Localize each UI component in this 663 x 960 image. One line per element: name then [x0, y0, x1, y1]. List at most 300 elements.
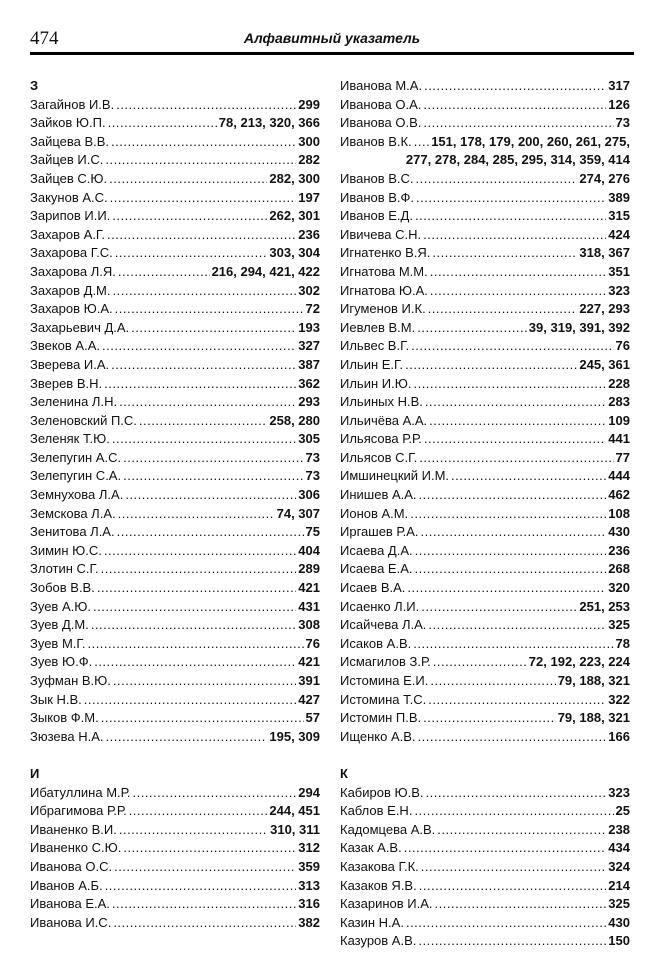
dot-leader: [113, 914, 296, 933]
entry-name: Зуев Д.М.: [30, 617, 89, 633]
entry-name: Злотин С.Г.: [30, 561, 99, 577]
entry-pages: 74, 307: [276, 505, 320, 521]
index-entry: [340, 914, 630, 933]
entry-name: Зеленяк Т.Ю.: [30, 431, 110, 447]
index-entry: [30, 114, 320, 133]
running-title: Алфавитный указатель: [243, 30, 421, 46]
entry-pages: 313: [298, 877, 320, 893]
entry-name: Зайков Ю.П.: [30, 115, 106, 131]
index-entry: [340, 784, 630, 803]
index-entry: [340, 263, 630, 282]
entry-pages: 236: [298, 226, 320, 242]
dot-leader: [413, 635, 613, 654]
dot-leader: [418, 932, 606, 951]
entry-name: Земскова Л.А.: [30, 505, 116, 521]
dot-leader: [111, 133, 296, 152]
entry-pages: 195, 309: [269, 728, 320, 744]
entry-name: Иванова Е.А.: [30, 896, 110, 912]
dot-leader: [423, 114, 613, 133]
entry-name: Истомин П.В.: [340, 710, 422, 726]
entry-name: Зуев А.Ю.: [30, 598, 91, 614]
entry-pages: 431: [298, 598, 320, 614]
index-entry: [30, 635, 320, 654]
entry-name: Казаков Я.В.: [340, 877, 417, 893]
index-entry: [30, 133, 320, 152]
index-entry: [340, 319, 630, 338]
entry-pages: 327: [298, 338, 320, 354]
entry-name: Зенитова Л.А.: [30, 524, 115, 540]
index-entry: [340, 244, 630, 263]
dot-leader: [116, 96, 296, 115]
entry-name: Игнатенко В.Я.: [340, 245, 431, 261]
index-entry: [340, 467, 630, 486]
dot-leader: [423, 709, 556, 728]
entry-pages: 382: [298, 914, 320, 930]
index-entry: [30, 282, 320, 301]
index-entry: [30, 337, 320, 356]
entry-pages: 244, 451: [269, 803, 320, 819]
dot-leader: [418, 728, 607, 747]
entry-name: Иванов В.К.: [340, 133, 412, 149]
dot-leader: [118, 263, 210, 282]
entry-name: Ибатуллина М.Р.: [30, 784, 131, 800]
index-entry: [340, 412, 630, 431]
entry-pages: 389: [608, 189, 630, 205]
entry-name: Игнатова Ю.А.: [340, 282, 428, 298]
dot-leader: [426, 784, 607, 803]
entry-name: Зайцева В.В.: [30, 133, 110, 149]
entry-name: Зелепугин А.С.: [30, 449, 122, 465]
index-entry: [30, 709, 320, 728]
entry-pages: 78, 213, 320, 366: [218, 115, 320, 131]
index-entry: [340, 728, 630, 747]
entry-name: Исаева Е.А.: [340, 561, 413, 577]
index-entry: [340, 375, 630, 394]
section-letter: И: [30, 765, 40, 781]
entry-pages: 317: [608, 78, 630, 93]
dot-leader: [419, 877, 607, 896]
index-entry: [340, 932, 630, 951]
dot-leader: [423, 96, 606, 115]
index-entry: [30, 653, 320, 672]
index-entry: [340, 77, 630, 96]
entry-pages: 359: [298, 858, 320, 874]
entry-pages: 79, 188, 321: [557, 673, 630, 688]
dot-leader: [129, 802, 268, 821]
index-entry: [340, 449, 630, 468]
entry-pages: 362: [298, 375, 320, 391]
entry-name: Зюзева Н.А.: [30, 728, 104, 744]
dot-leader: [87, 635, 303, 654]
entry-pages: 262, 301: [269, 208, 320, 224]
entry-pages: 77: [615, 449, 630, 465]
entry-pages: 421: [298, 580, 320, 596]
index-entry: [30, 151, 320, 170]
dot-leader: [428, 616, 606, 635]
index-entry: [340, 96, 630, 115]
index-entry: [30, 598, 320, 617]
entry-name: Исмагилов З.Р.: [340, 654, 431, 670]
entry-pages: 57: [305, 710, 320, 726]
entry-name: Казак А.В.: [340, 840, 402, 856]
index-entry: [340, 505, 630, 524]
entry-name: Каблов Е.Н.: [340, 803, 413, 819]
entry-pages: 251, 253: [579, 598, 630, 614]
dot-leader: [105, 877, 297, 896]
dot-leader: [405, 356, 577, 375]
entry-pages: 76: [305, 635, 320, 651]
dot-leader: [417, 319, 527, 338]
entry-pages: 306: [298, 487, 320, 503]
entry-pages: 283: [608, 394, 630, 410]
entry-pages: 72, 192, 223, 224: [528, 654, 630, 670]
dot-leader: [108, 114, 217, 133]
entry-name: Ионов А.М.: [340, 505, 409, 521]
index-entry: [30, 616, 320, 635]
index-entry: [30, 189, 320, 208]
dot-leader: [421, 858, 607, 877]
entry-name: Закунов А.С.: [30, 189, 108, 205]
dot-leader: [411, 337, 613, 356]
dot-leader: [102, 337, 296, 356]
dot-leader: [93, 598, 296, 617]
index-entry: [30, 672, 320, 691]
entry-pages: 289: [298, 561, 320, 577]
entry-pages: 424: [608, 226, 630, 242]
dot-leader: [97, 579, 296, 598]
entry-pages: 444: [608, 468, 630, 484]
dot-leader: [119, 821, 268, 840]
entry-name: Земнухова Л.А.: [30, 487, 124, 503]
dot-leader: [115, 300, 304, 319]
entry-pages: 258, 280: [269, 412, 320, 428]
index-entry: [30, 821, 320, 840]
index-entry: [340, 486, 630, 505]
index-entry: [30, 300, 320, 319]
entry-pages: 300: [298, 133, 320, 149]
entry-name: Зык Н.В.: [30, 691, 82, 707]
dot-leader: [414, 802, 613, 821]
index-entry: [30, 691, 320, 710]
index-entry: [340, 430, 630, 449]
running-header: [30, 28, 634, 50]
index-entry: [30, 393, 320, 412]
header-rule: [30, 52, 634, 55]
dot-leader: [407, 579, 606, 598]
dot-leader: [414, 560, 606, 579]
index-entry: [30, 319, 320, 338]
entry-name: Казин Н.А.: [340, 914, 404, 930]
dot-leader: [433, 653, 527, 672]
index-entry: [340, 356, 630, 375]
dot-leader: [114, 858, 296, 877]
entry-pages: 293: [298, 394, 320, 410]
entry-name: Зверев В.Н.: [30, 375, 103, 391]
index-entry: [340, 542, 630, 561]
index-entry: [340, 895, 630, 914]
entry-name: Ильин И.Ю.: [340, 375, 412, 391]
entry-pages: 193: [298, 319, 320, 335]
entry-name: Ильин Е.Г.: [340, 356, 404, 372]
index-entry: [340, 635, 630, 654]
index-entry: [340, 300, 630, 319]
entry-pages: 72: [305, 301, 320, 317]
dot-leader: [106, 728, 268, 747]
index-entry: [340, 170, 630, 189]
entry-pages: 323: [608, 784, 630, 800]
entry-name: Истомина Е.И.: [340, 673, 429, 688]
dot-leader: [104, 542, 296, 561]
index-entry: [340, 598, 630, 617]
dot-leader: [107, 226, 296, 245]
dot-leader: [119, 393, 296, 412]
entry-name: Инишев А.А.: [340, 487, 417, 503]
entry-name: Иваненко В.И.: [30, 821, 117, 837]
index-entry: [30, 523, 320, 542]
section-letter: З: [30, 78, 39, 93]
entry-pages: 108: [608, 505, 630, 521]
entry-pages: 303, 304: [269, 245, 320, 261]
entry-name: Исайчева Л.А.: [340, 617, 427, 633]
entry-name: Захарова Г.С.: [30, 245, 113, 261]
dot-leader: [410, 505, 606, 524]
entry-name: Игнатова М.М.: [340, 263, 428, 279]
index-entry: [340, 616, 630, 635]
entry-name: Иванова О.В.: [340, 115, 422, 131]
index-column-right: [340, 77, 630, 951]
dot-leader: [123, 839, 296, 858]
entry-name: Захаров Д.М.: [30, 282, 111, 298]
index-entry: [30, 467, 320, 486]
entry-name: Зыков Ф.М.: [30, 710, 99, 726]
entry-pages: 427: [298, 691, 320, 707]
dot-leader: [118, 505, 275, 524]
entry-pages: 238: [608, 821, 630, 837]
dot-leader: [414, 133, 429, 152]
index-entry: [30, 449, 320, 468]
index-entry: [340, 579, 630, 598]
index-entry: [340, 282, 630, 301]
dot-leader: [125, 486, 296, 505]
dot-leader: [113, 672, 296, 691]
index-entry: [30, 375, 320, 394]
entry-pages: 308: [298, 617, 320, 633]
entry-name: Ильясов С.Г.: [340, 449, 418, 465]
dot-leader: [406, 914, 606, 933]
index-entry: [340, 802, 630, 821]
entry-name: Истомина Т.С.: [340, 691, 427, 707]
dot-leader: [123, 449, 303, 468]
index-entry: [340, 393, 630, 412]
dot-leader: [132, 784, 296, 803]
entry-pages: 441: [608, 431, 630, 447]
entry-pages: 404: [298, 542, 320, 558]
entry-name: Зеленина Л.Н.: [30, 394, 118, 410]
entry-pages: 351: [608, 263, 630, 279]
entry-name: Иванова М.А.: [340, 78, 423, 93]
entry-pages: 236: [608, 542, 630, 558]
entry-name: Захарьевич Д.А.: [30, 319, 130, 335]
index-entry: [30, 728, 320, 747]
dot-leader: [430, 263, 607, 282]
entry-name: Загайнов И.В.: [30, 96, 115, 112]
index-entry: [340, 858, 630, 877]
entry-name: Захаров Ю.А.: [30, 301, 113, 317]
entry-pages: 325: [608, 896, 630, 912]
index-entry: [30, 579, 320, 598]
entry-name: Захаров А.Г.: [30, 226, 105, 242]
dot-leader: [94, 653, 296, 672]
entry-name: Ибрагимова Р.Р.: [30, 803, 127, 819]
entry-name: Иванова О.А.: [340, 96, 422, 112]
entry-pages: 166: [608, 728, 630, 744]
entry-pages: 227, 293: [579, 301, 630, 317]
index-entry: [30, 207, 320, 226]
entry-name: Исаков А.В.: [340, 635, 412, 651]
entry-pages: 228: [608, 375, 630, 391]
entry-pages: 274, 276: [579, 170, 630, 186]
index-entry: [340, 672, 630, 691]
entry-name: Зайцев С.Ю.: [30, 170, 108, 186]
index-column-left: [30, 77, 320, 932]
entry-name: Зайцев И.С.: [30, 152, 104, 168]
entry-name: Зеленовский П.С.: [30, 412, 137, 428]
dot-leader: [419, 449, 613, 468]
entry-name: Ильясова Р.Р.: [340, 431, 422, 447]
dot-leader: [424, 77, 606, 96]
dot-leader: [428, 691, 606, 710]
entry-pages: 197: [298, 189, 320, 205]
entry-pages: 150: [608, 933, 630, 949]
entry-pages: 109: [608, 412, 630, 428]
dot-leader: [451, 467, 606, 486]
index-entry: [30, 895, 320, 914]
dot-leader: [423, 226, 606, 245]
dot-leader: [112, 895, 296, 914]
dot-leader: [421, 523, 607, 542]
dot-leader: [404, 839, 607, 858]
dot-leader: [415, 542, 607, 561]
entry-pages: 214: [608, 877, 630, 893]
entry-name: Иргашев Р.А.: [340, 524, 419, 540]
dot-leader: [139, 412, 267, 431]
entry-name: Звеков А.А.: [30, 338, 100, 354]
dot-leader: [430, 672, 555, 691]
dot-leader: [101, 560, 297, 579]
entry-pages: 73: [615, 115, 630, 131]
dot-leader: [115, 244, 268, 263]
entry-name: Зуев М.Г.: [30, 635, 86, 651]
dot-leader: [109, 170, 267, 189]
entry-name: Кабиров Ю.В.: [340, 784, 424, 800]
index-entry: [340, 189, 630, 208]
dot-leader: [131, 319, 296, 338]
index-entry: [30, 505, 320, 524]
entry-pages: 245, 361: [579, 356, 630, 372]
index-entry: [340, 560, 630, 579]
entry-name: Зимин Ю.С.: [30, 542, 102, 558]
entry-pages: 151, 178, 179, 200, 260, 261, 275,: [431, 133, 630, 149]
dot-leader: [428, 300, 578, 319]
entry-pages: 282: [298, 152, 320, 168]
entry-pages: 430: [608, 914, 630, 930]
entry-pages: 387: [298, 356, 320, 372]
entry-pages: 318, 367: [579, 245, 630, 261]
entry-name: Захарова Л.Я.: [30, 263, 116, 279]
entry-name: Иванова И.С.: [30, 914, 112, 930]
section-letter: К: [340, 765, 348, 781]
dot-leader: [105, 151, 296, 170]
dot-leader: [413, 375, 606, 394]
entry-name: Зуфман В.Ю.: [30, 673, 111, 688]
index-entry: [340, 114, 630, 133]
dot-leader: [113, 282, 297, 301]
index-entry: [30, 839, 320, 858]
index-entry: [30, 784, 320, 803]
entry-name: Казуров А.В.: [340, 933, 417, 949]
dot-leader: [110, 189, 297, 208]
entry-name: Исаев В.А.: [340, 580, 406, 596]
index-entry: [30, 263, 320, 282]
entry-pages: 434: [608, 840, 630, 856]
dot-leader: [415, 207, 606, 226]
entry-pages: 325: [608, 617, 630, 633]
index-entry: [30, 412, 320, 431]
entry-pages: 75: [305, 524, 320, 540]
index-entry: [30, 542, 320, 561]
dot-leader: [111, 356, 296, 375]
entry-name: Ильичёва А.А.: [340, 412, 428, 428]
entry-name: Ильиных Н.В.: [340, 394, 423, 410]
entry-name: Исаева Д.А.: [340, 542, 413, 558]
entry-name: Зверева И.А.: [30, 356, 110, 372]
entry-name: Ильвес В.Г.: [340, 338, 410, 354]
entry-pages: 421: [298, 654, 320, 670]
index-entry: [340, 691, 630, 710]
entry-pages-continued: 277, 278, 284, 285, 295, 314, 359, 414: [405, 152, 630, 168]
index-entry: [30, 226, 320, 245]
entry-pages: 78: [615, 635, 630, 651]
index-entry: [340, 839, 630, 858]
index-entry: [30, 914, 320, 933]
entry-pages: 430: [608, 524, 630, 540]
dot-leader: [101, 709, 304, 728]
entry-pages: 305: [298, 431, 320, 447]
section-gap: [340, 746, 630, 765]
index-entry: [340, 337, 630, 356]
index-entry: [340, 653, 630, 672]
entry-pages: 462: [608, 487, 630, 503]
index-entry: [340, 709, 630, 728]
entry-name: Иванов В.Ф.: [340, 189, 415, 205]
entry-pages: 73: [305, 468, 320, 484]
index-entry: [30, 96, 320, 115]
index-entry: [30, 244, 320, 263]
entry-name: Зуев Ю.Ф.: [30, 654, 93, 670]
entry-name: Зарипов И.И.: [30, 208, 111, 224]
entry-name: Иванов В.С.: [340, 170, 414, 186]
entry-pages: 316: [298, 896, 320, 912]
entry-pages: 282, 300: [269, 170, 320, 186]
dot-leader: [419, 486, 607, 505]
index-entry: [340, 877, 630, 896]
index-entry: [30, 430, 320, 449]
entry-pages: 73: [305, 449, 320, 465]
section-gap: [30, 746, 320, 765]
entry-pages: 315: [608, 208, 630, 224]
entry-name: Иванов А.Б.: [30, 877, 103, 893]
index-entry: [340, 133, 630, 152]
